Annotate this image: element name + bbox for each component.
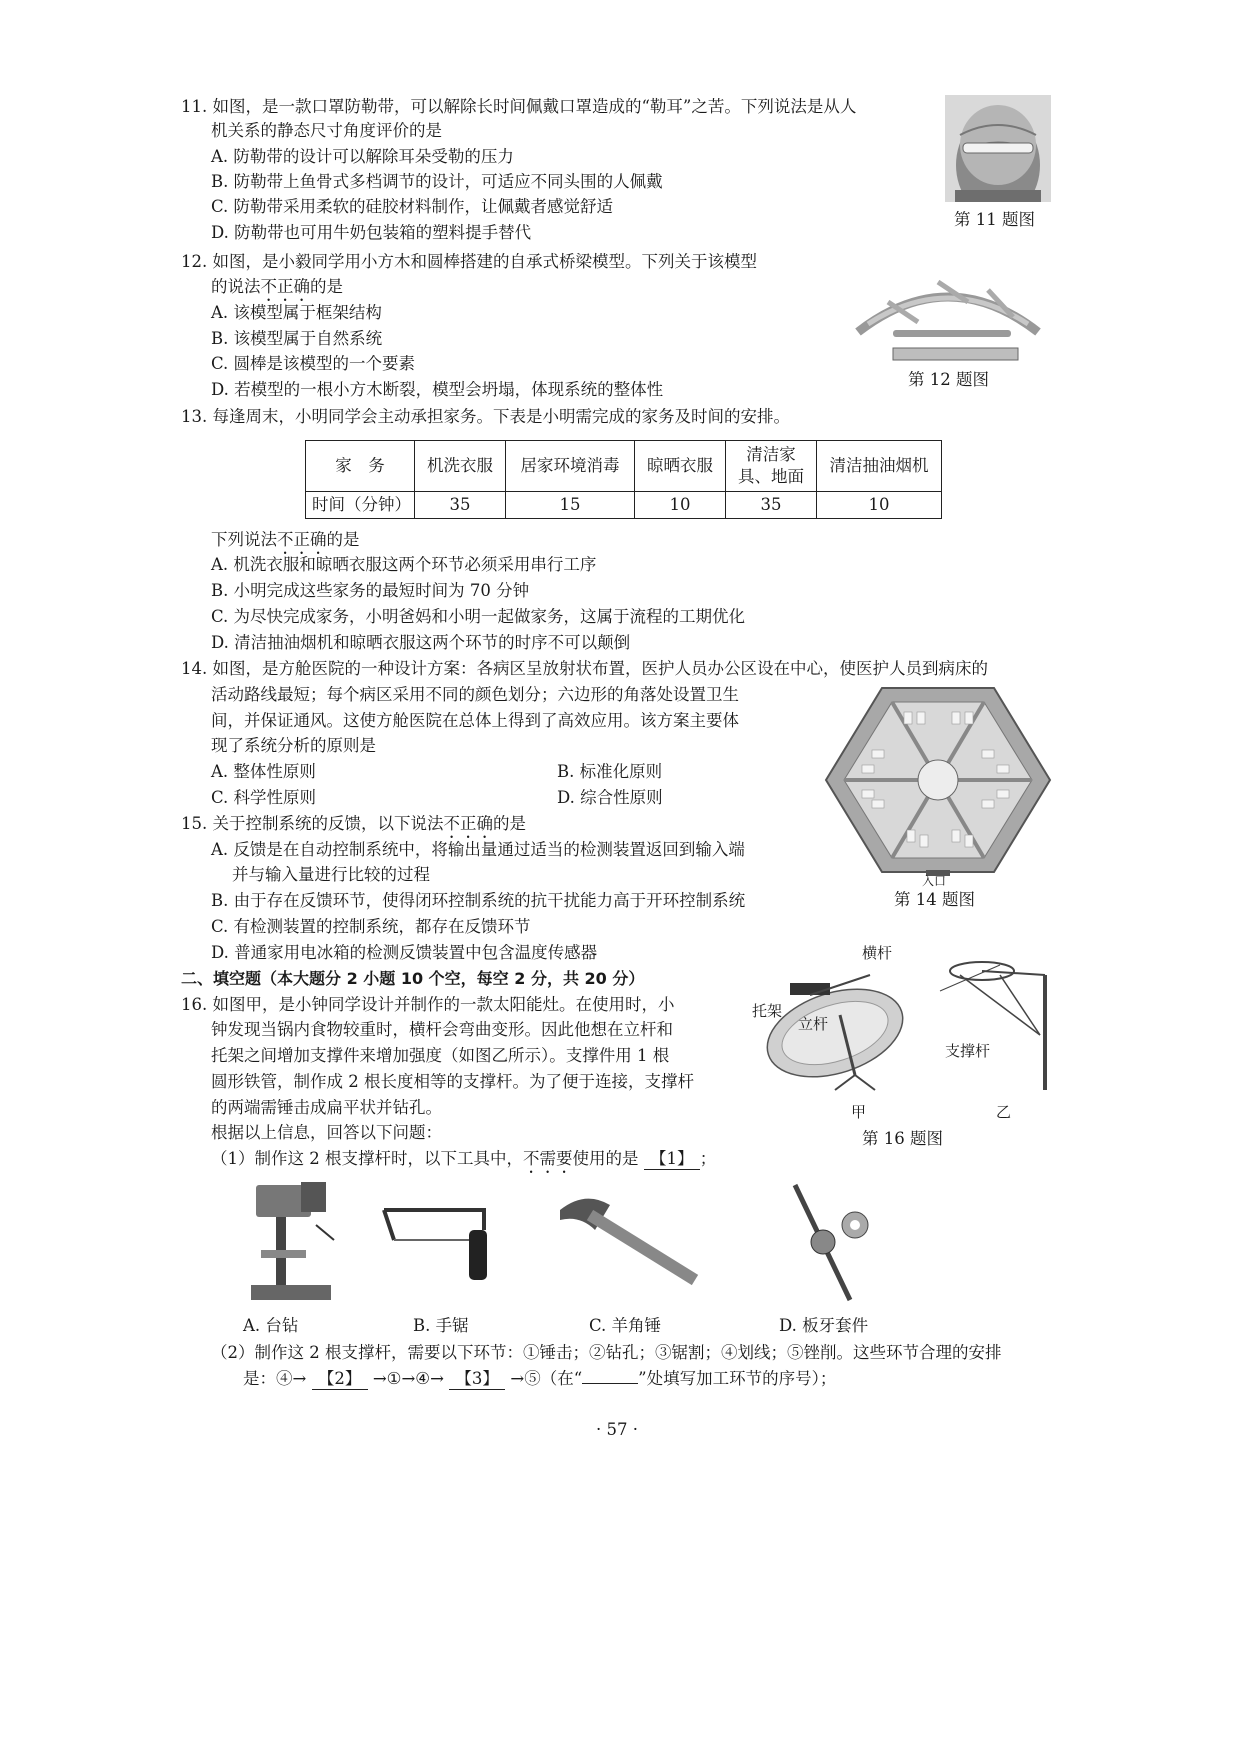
- q14-option-b: B. 标准化原则: [557, 762, 663, 781]
- q11-option-a: A. 防勒带的设计可以解除耳朵受勒的压力: [211, 147, 514, 166]
- tool-option-b: B. 手锯: [413, 1316, 469, 1335]
- label-tuojia: 托架: [752, 1002, 783, 1020]
- table-cell: 时间（分钟）: [306, 492, 415, 519]
- q11-stem-line2: 机关系的静态尺寸角度评价的是: [211, 121, 442, 140]
- q14-caption: 第 14 题图: [894, 890, 975, 909]
- table-cell: 15: [506, 492, 635, 519]
- table-cell: 10: [635, 492, 726, 519]
- q14-option-a: A. 整体性原则: [211, 762, 316, 781]
- tool-option-d: D. 板牙套件: [779, 1316, 869, 1335]
- q15-option-d: D. 普通家用电冰箱的检测反馈装置中包含温度传感器: [211, 943, 598, 962]
- q16-line6: 根据以上信息，回答以下问题：: [211, 1123, 442, 1142]
- q16-line4: 圆形铁管，制作成 2 根长度相等的支撑杆。为了便于连接，支撑杆: [211, 1072, 694, 1091]
- q12-stem-line1: 12. 如图，是小毅同学用小方木和圆棒搭建的自承式桥梁模型。下列关于该模型: [181, 252, 757, 271]
- bridge-model-figure: [848, 262, 1048, 367]
- q16-sub1: （1）制作这 2 根支撑杆时，以下工具中，不需要使用的是 【1】 ；: [211, 1149, 717, 1168]
- q14-stem-line1: 14. 如图，是方舱医院的一种设计方案：各病区呈放射状布置，医护人员办公区设在中心，使医护人员到病床的: [181, 659, 988, 678]
- label-ligan: 立杆: [798, 1015, 829, 1033]
- q11-caption: 第 11 题图: [954, 210, 1035, 229]
- q11-option-c: C. 防勒带采用柔软的硅胶材料制作，让佩戴者感觉舒适: [211, 197, 614, 216]
- q12-caption: 第 12 题图: [908, 370, 989, 389]
- q15-option-b: B. 由于存在反馈环节，使得闭环控制系统的抗干扰能力高于开环控制系统: [211, 891, 746, 910]
- q13-option-a: A. 机洗衣服和晾晒衣服这两个环节必须采用串行工序: [211, 555, 597, 574]
- q16-caption: 第 16 题图: [862, 1129, 943, 1148]
- mask-strap-photo: [945, 95, 1051, 202]
- q16-line2: 钟发现当锅内食物较重时，横杆会弯曲变形。因此他想在立杆和: [211, 1020, 673, 1039]
- q12-option-d: D. 若模型的一根小方木断裂，模型会坍塌，体现系统的整体性: [211, 380, 664, 399]
- table-cell: 35: [726, 492, 817, 519]
- q14-option-d: D. 综合性原则: [557, 788, 663, 807]
- q12-stem-line2: 的说法不正确的是: [211, 277, 343, 296]
- bench-drill-image: [246, 1180, 341, 1305]
- table-cell: 10: [817, 492, 942, 519]
- q15-option-a: A. 反馈是在自动控制系统中，将输出量通过适当的检测装置返回到输入端: [211, 840, 745, 859]
- q15-stem: 15. 关于控制系统的反馈，以下说法不正确的是: [181, 814, 526, 833]
- table-cell: 机洗衣服: [415, 441, 506, 492]
- q13-question: 下列说法不正确的是: [211, 530, 360, 549]
- answer-blank-2[interactable]: 【2】: [312, 1369, 368, 1390]
- q12-option-c: C. 圆棒是该模型的一个要素: [211, 354, 416, 373]
- q14-stem-line3: 间，并保证通风。这使方舱医院在总体上得到了高效应用。该方案主要体: [211, 711, 739, 730]
- q13-stem: 13. 每逢周末，小明同学会主动承担家务。下表是小明需完成的家务及时间的安排。: [181, 407, 790, 426]
- table-cell: 35: [415, 492, 506, 519]
- table-cell: 家 务: [306, 441, 415, 492]
- q12-option-b: B. 该模型属于自然系统: [211, 329, 383, 348]
- q16-line1: 16. 如图甲，是小钟同学设计并制作的一款太阳能灶。在使用时，小: [181, 995, 675, 1014]
- page-number: · 57 ·: [596, 1420, 638, 1439]
- q11-option-d: D. 防勒带也可用牛奶包装箱的塑料提手替代: [211, 223, 532, 242]
- q16-sub2-line2: 是：④→ 【2】 →①→④→ 【3】 →⑤（在“ ”处填写加工环节的序号）；: [243, 1369, 837, 1388]
- table-cell: 清洁抽油烟机: [817, 441, 942, 492]
- q16-sub2-line1: （2）制作这 2 根支撑杆，需要以下环节：①锤击；②钻孔；③锯割；④划线；⑤锉削。这些环节合理的安排: [211, 1343, 1002, 1362]
- q12-option-a: A. 该模型属于框架结构: [211, 303, 382, 322]
- table-cell: 居家环境消毒: [506, 441, 635, 492]
- hospital-hexagon-figure: [822, 680, 1054, 890]
- claw-hammer-image: [555, 1190, 705, 1295]
- table-row: [306, 441, 942, 492]
- q16-line3: 托架之间增加支撑件来增加强度（如图乙所示）。支撑件用 1 根: [211, 1046, 670, 1065]
- hacksaw-image: [374, 1200, 499, 1290]
- q14-stem-line4: 现了系统分析的原则是: [211, 736, 376, 755]
- table-cell: 清洁家具、地面: [726, 441, 817, 492]
- die-set-image: [785, 1180, 895, 1305]
- q15-option-a-cont: 并与输入量进行比较的过程: [232, 865, 430, 884]
- q13-option-b: B. 小明完成这些家务的最短时间为 70 分钟: [211, 581, 530, 600]
- blank-example: [582, 1383, 638, 1384]
- table-row: [306, 492, 942, 519]
- q11-option-b: B. 防勒带上鱼骨式多档调节的设计，可适应不同头围的人佩戴: [211, 172, 663, 191]
- answer-blank-3[interactable]: 【3】: [449, 1369, 505, 1390]
- q13-option-c: C. 为尽快完成家务，小明爸妈和小明一起做家务，这属于流程的工期优化: [211, 607, 746, 626]
- table-cell: 晾晒衣服: [635, 441, 726, 492]
- q14-stem-line2: 活动路线最短；每个病区采用不同的颜色划分；六边形的角落处设置卫生: [211, 685, 739, 704]
- chores-table: [305, 440, 942, 519]
- section-2-title: 二、填空题（本大题分 2 小题 10 个空，每空 2 分，共 20 分）: [181, 969, 645, 988]
- label-hengan: 横杆: [862, 944, 893, 962]
- entrance-label: 入口: [922, 874, 947, 888]
- q11-stem-line1: 11. 如图，是一款口罩防勒带，可以解除长时间佩戴口罩造成的“勒耳”之苦。下列说法是从人: [181, 97, 857, 116]
- q13-option-d: D. 清洁抽油烟机和晾晒衣服这两个环节的时序不可以颠倒: [211, 633, 631, 652]
- q14-option-c: C. 科学性原则: [211, 788, 317, 807]
- label-jia: 甲: [851, 1103, 867, 1121]
- q15-option-c: C. 有检测装置的控制系统，都存在反馈环节: [211, 917, 531, 936]
- answer-blank-1[interactable]: 【1】: [644, 1149, 700, 1170]
- label-yi: 乙: [996, 1103, 1012, 1121]
- tool-option-c: C. 羊角锤: [589, 1316, 662, 1335]
- q16-line5: 的两端需锤击成扁平状并钻孔。: [211, 1098, 442, 1117]
- tool-option-a: A. 台钻: [243, 1316, 299, 1335]
- label-zhichenggan: 支撑杆: [945, 1042, 991, 1060]
